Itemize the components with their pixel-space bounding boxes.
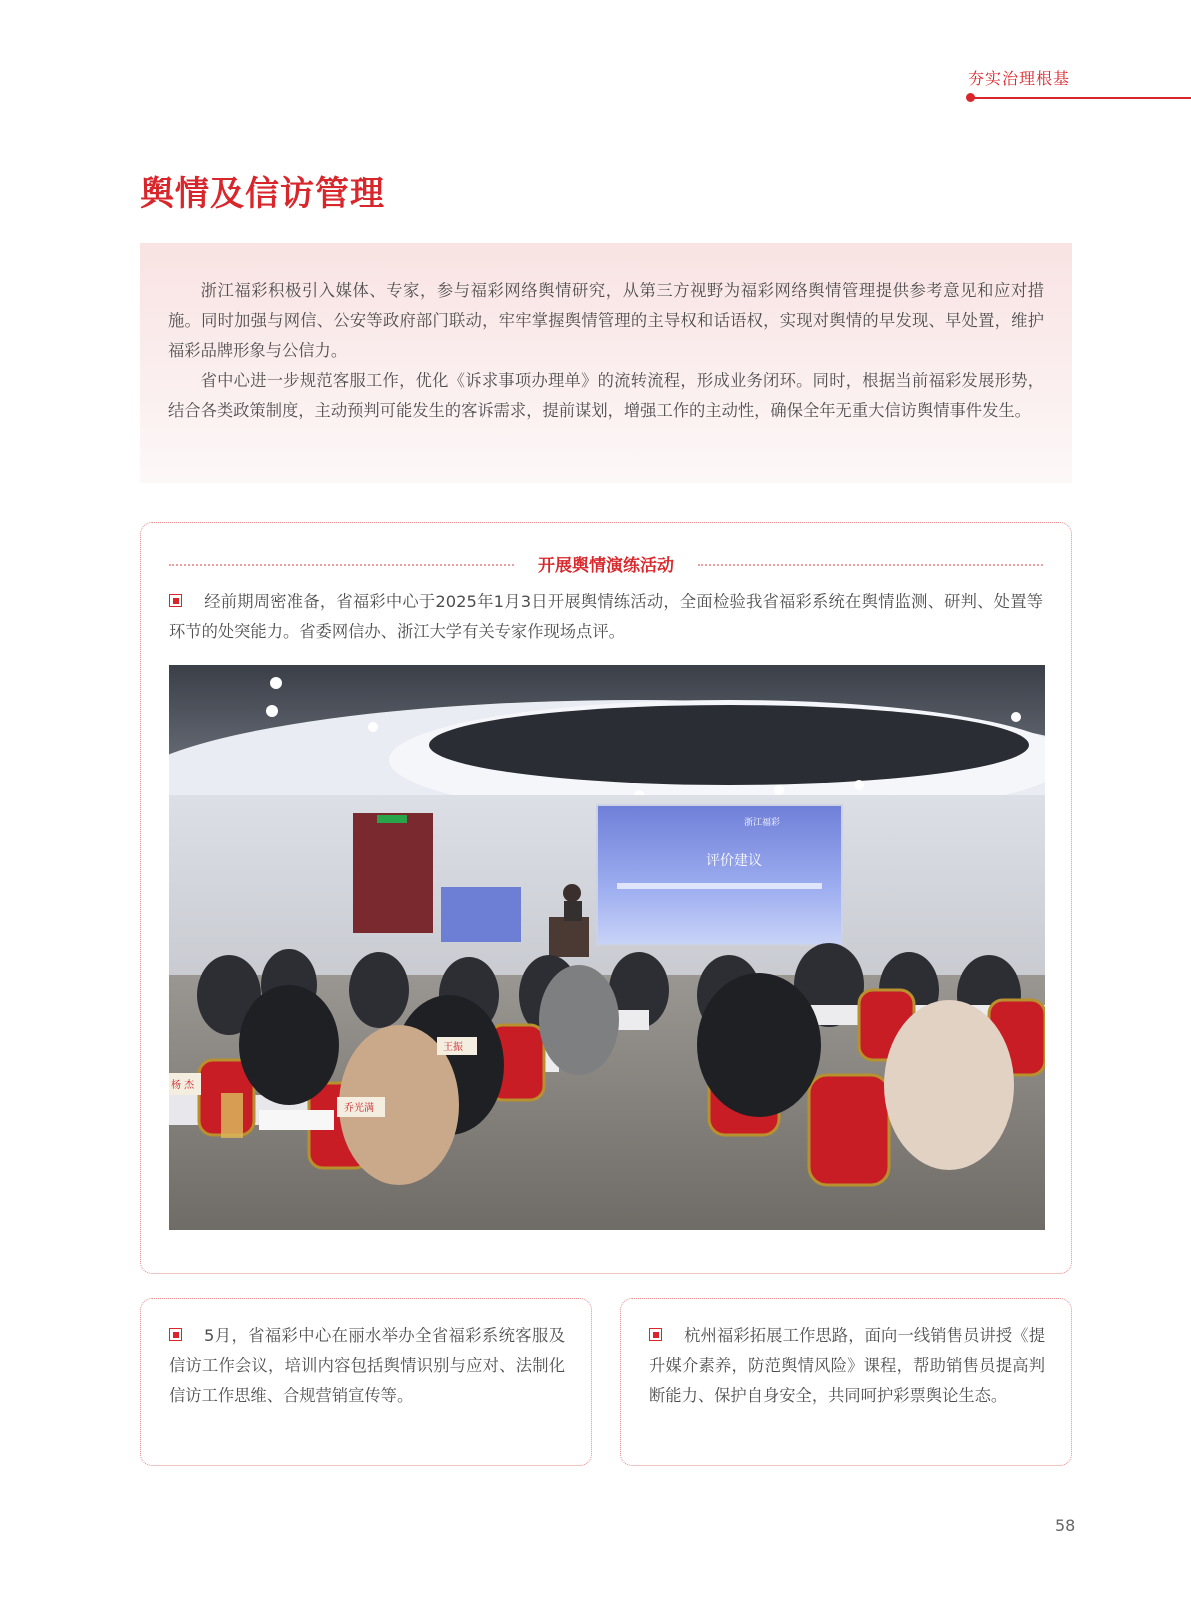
tag-line: [972, 97, 1191, 99]
activity-card: [140, 522, 1072, 1274]
section-tag: 夯实治理根基: [968, 69, 1071, 88]
page-title: 舆情及信访管理: [140, 174, 385, 214]
intro-paragraph-1: 浙江福彩积极引入媒体、专家，参与福彩网络舆情研究，从第三方视野为福彩网络舆情管理提供参考意见和应对措施。同时加强与网信、公安等政府部门联动，牢牢掌握舆情管理的主导权和话语权，实现对舆情的早发现、早处置，维护福彩品牌形象与公信力。: [168, 281, 1044, 360]
name-card-3: 杨 杰: [171, 1080, 195, 1091]
activity-heading: [169, 551, 1043, 577]
bullet-icon: [169, 594, 182, 607]
activity-text: [169, 587, 1043, 647]
note-card-1: [140, 1298, 592, 1466]
screen-header: 浙江福彩: [744, 818, 781, 828]
activity-text-body: 经前期周密准备，省福彩中心于2025年1月3日开展舆情练活动，全面检验我省福彩系统在舆情监测、研判、处置等环节的处突能力。省委网信办、浙江大学有关专家作现场点评。: [169, 592, 1043, 641]
note-text-2-body: 杭州福彩拓展工作思路，面向一线销售员讲授《提升媒介素养，防范舆情风险》课程，帮助销售员提高判断能力、保护自身安全，共同呵护彩票舆论生态。: [649, 1326, 1045, 1405]
bullet-icon: [649, 1328, 662, 1341]
note-card-2: [620, 1298, 1072, 1466]
intro-paragraph-2: 省中心进一步规范客服工作，优化《诉求事项办理单》的流转流程，形成业务闭环。同时，根据当前福彩发展形势，结合各类政策制度，主动预判可能发生的客诉需求，提前谋划，增强工作的主动性，确保全年无重大信访舆情事件发生。: [168, 371, 1044, 420]
name-card-1: 乔光满: [344, 1103, 374, 1114]
note-text-1: [169, 1321, 565, 1411]
screen-title: 评价建议: [706, 853, 762, 869]
note-text-2: [649, 1321, 1045, 1411]
activity-heading-title: 开展舆情演练活动: [538, 556, 674, 576]
note-text-1-body: 5月，省福彩中心在丽水举办全省福彩系统客服及信访工作会议，培训内容包括舆情识别与应对、法制化信访工作思维、合规营销宣传等。: [169, 1326, 565, 1405]
bullet-icon: [169, 1328, 182, 1341]
meeting-photo: [169, 665, 1045, 1230]
intro-block: [140, 243, 1072, 483]
heading-divider-right: [698, 564, 1043, 566]
page-number: 58: [1055, 1516, 1076, 1535]
name-card-2: 王振: [443, 1042, 463, 1053]
